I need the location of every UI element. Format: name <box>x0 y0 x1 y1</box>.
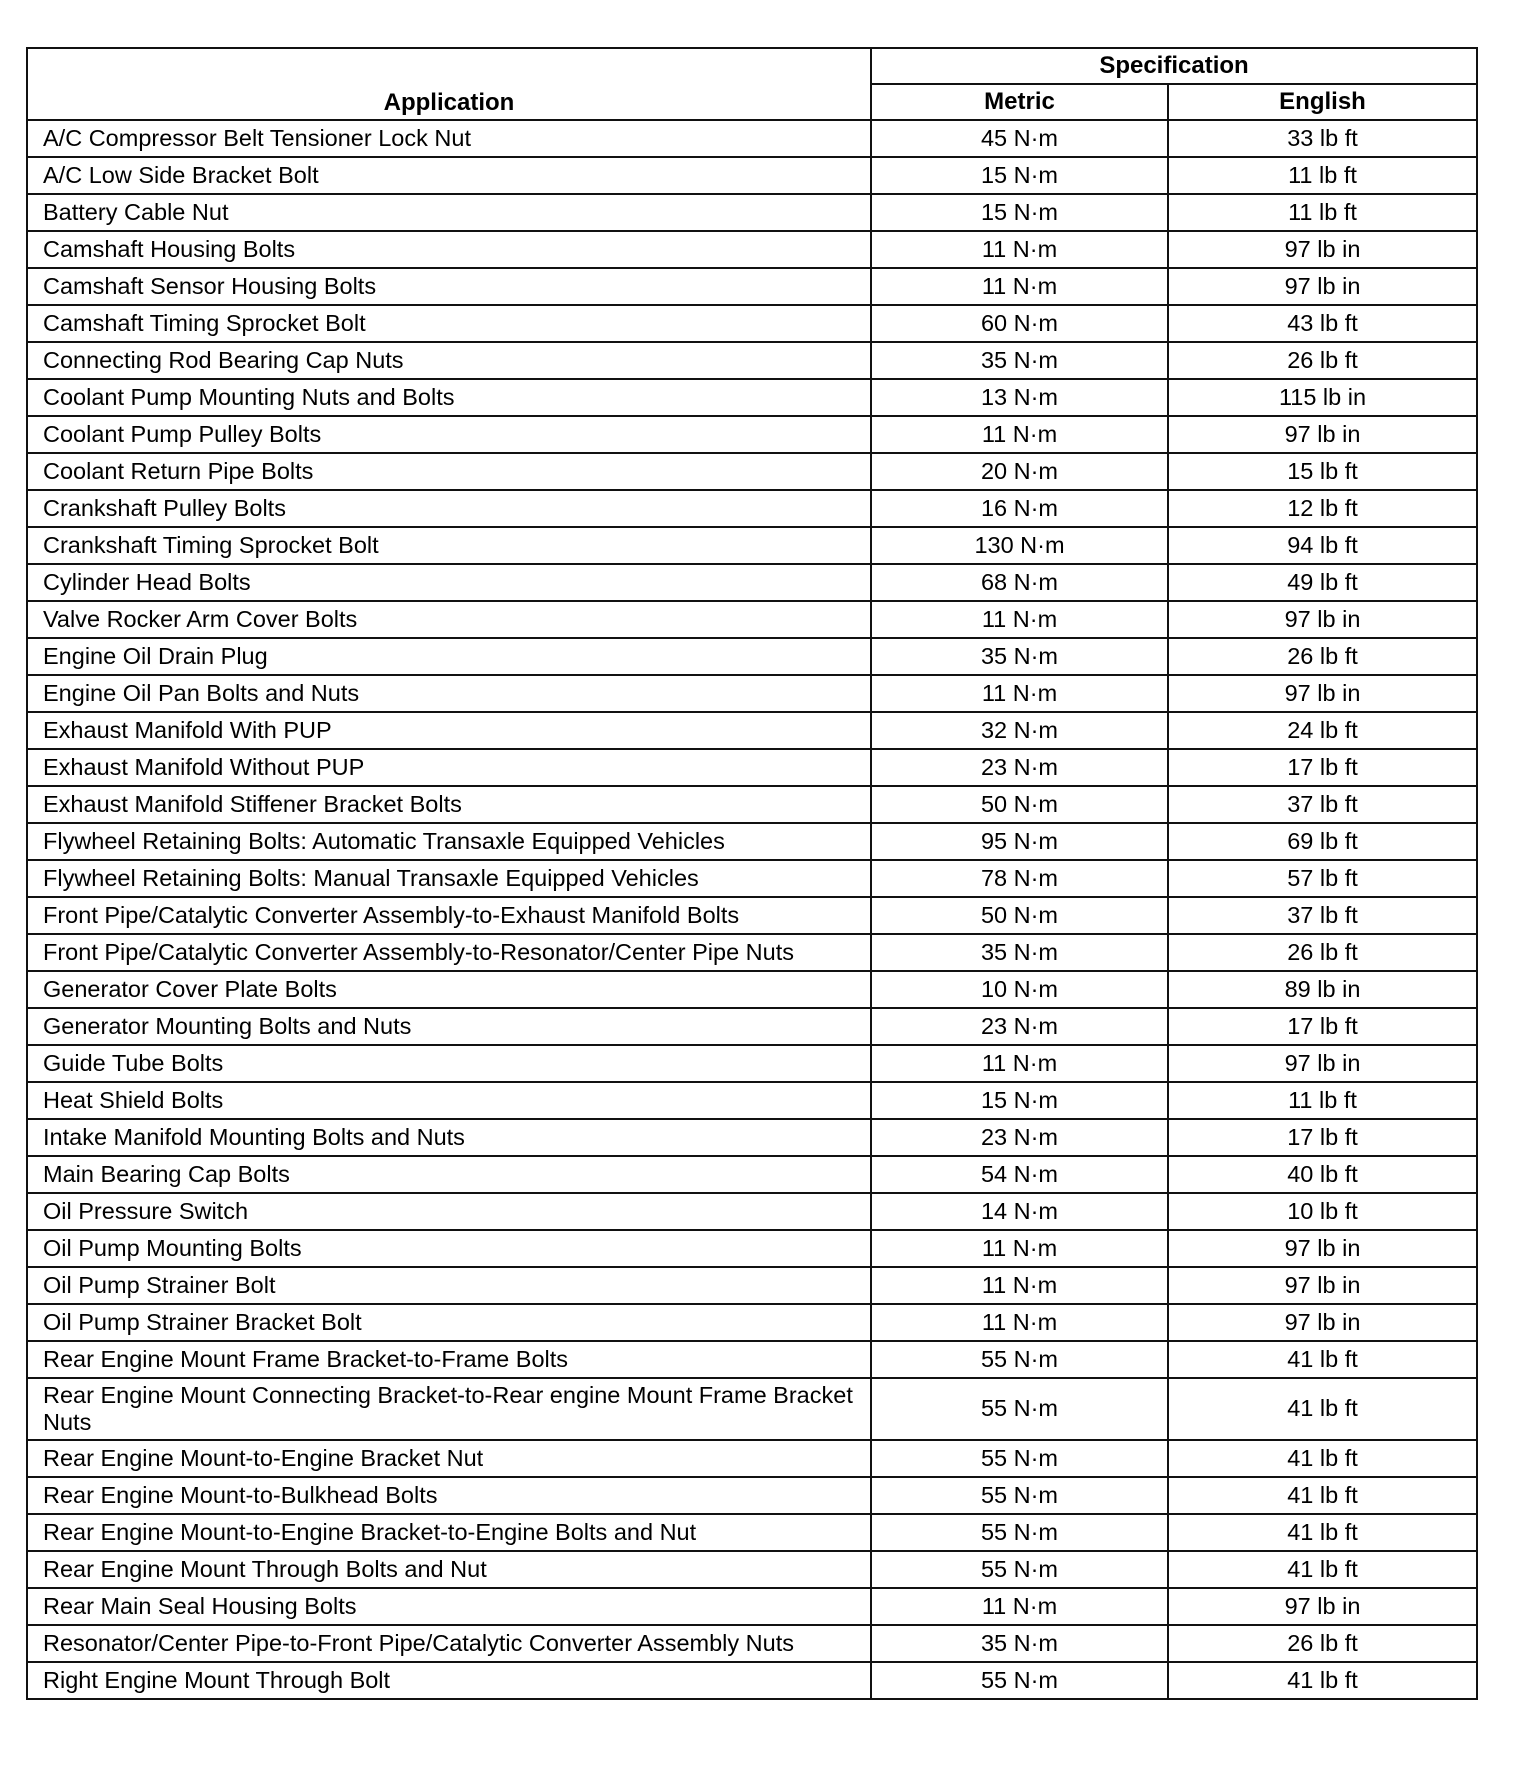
english-cell: 26 lb ft <box>1168 342 1477 379</box>
table-row <box>27 1341 1477 1378</box>
metric-cell: 15 N·m <box>871 157 1168 194</box>
table-row <box>27 1378 1477 1440</box>
metric-cell: 11 N·m <box>871 1267 1168 1304</box>
application-cell: Generator Mounting Bolts and Nuts <box>27 1008 871 1045</box>
metric-cell: 15 N·m <box>871 1082 1168 1119</box>
table-row <box>27 1662 1477 1699</box>
table-row <box>27 786 1477 823</box>
metric-cell: 11 N·m <box>871 601 1168 638</box>
metric-cell: 11 N·m <box>871 1304 1168 1341</box>
application-cell: Guide Tube Bolts <box>27 1045 871 1082</box>
application-cell: Coolant Pump Pulley Bolts <box>27 416 871 453</box>
metric-cell: 11 N·m <box>871 268 1168 305</box>
english-header: English <box>1168 84 1477 120</box>
application-cell: Front Pipe/Catalytic Converter Assembly-to-Exhaust Manifold Bolts <box>27 897 871 934</box>
table-row <box>27 231 1477 268</box>
metric-cell: 35 N·m <box>871 934 1168 971</box>
application-cell: A/C Compressor Belt Tensioner Lock Nut <box>27 120 871 157</box>
application-cell: Exhaust Manifold Stiffener Bracket Bolts <box>27 786 871 823</box>
metric-cell: 11 N·m <box>871 1230 1168 1267</box>
metric-cell: 14 N·m <box>871 1193 1168 1230</box>
english-cell: 97 lb in <box>1168 416 1477 453</box>
metric-cell: 130 N·m <box>871 527 1168 564</box>
application-cell: Cylinder Head Bolts <box>27 564 871 601</box>
english-cell: 97 lb in <box>1168 1230 1477 1267</box>
table-row <box>27 749 1477 786</box>
metric-cell: 55 N·m <box>871 1477 1168 1514</box>
english-cell: 97 lb in <box>1168 675 1477 712</box>
header-row-top <box>27 48 1477 84</box>
table-row <box>27 1045 1477 1082</box>
english-cell: 57 lb ft <box>1168 860 1477 897</box>
table-row <box>27 1193 1477 1230</box>
metric-cell: 16 N·m <box>871 490 1168 527</box>
english-cell: 33 lb ft <box>1168 120 1477 157</box>
metric-cell: 32 N·m <box>871 712 1168 749</box>
application-cell: Right Engine Mount Through Bolt <box>27 1662 871 1699</box>
application-cell: Engine Oil Pan Bolts and Nuts <box>27 675 871 712</box>
table-row <box>27 1156 1477 1193</box>
metric-cell: 13 N·m <box>871 379 1168 416</box>
application-cell: A/C Low Side Bracket Bolt <box>27 157 871 194</box>
english-cell: 97 lb in <box>1168 231 1477 268</box>
table-row <box>27 1625 1477 1662</box>
application-cell: Oil Pump Strainer Bracket Bolt <box>27 1304 871 1341</box>
table-row <box>27 1082 1477 1119</box>
table-row <box>27 823 1477 860</box>
metric-cell: 10 N·m <box>871 971 1168 1008</box>
application-cell: Engine Oil Drain Plug <box>27 638 871 675</box>
english-cell: 11 lb ft <box>1168 1082 1477 1119</box>
english-cell: 17 lb ft <box>1168 749 1477 786</box>
metric-cell: 23 N·m <box>871 749 1168 786</box>
application-cell: Main Bearing Cap Bolts <box>27 1156 871 1193</box>
english-cell: 97 lb in <box>1168 601 1477 638</box>
table-row <box>27 564 1477 601</box>
english-cell: 97 lb in <box>1168 1045 1477 1082</box>
table-row <box>27 453 1477 490</box>
table-row <box>27 638 1477 675</box>
english-cell: 69 lb ft <box>1168 823 1477 860</box>
metric-cell: 11 N·m <box>871 231 1168 268</box>
english-cell: 11 lb ft <box>1168 194 1477 231</box>
english-cell: 11 lb ft <box>1168 157 1477 194</box>
metric-cell: 95 N·m <box>871 823 1168 860</box>
english-cell: 94 lb ft <box>1168 527 1477 564</box>
table-row <box>27 416 1477 453</box>
table-row <box>27 1267 1477 1304</box>
application-cell: Resonator/Center Pipe-to-Front Pipe/Catalytic Converter Assembly Nuts <box>27 1625 871 1662</box>
metric-cell: 35 N·m <box>871 1625 1168 1662</box>
metric-cell: 50 N·m <box>871 786 1168 823</box>
application-cell: Coolant Return Pipe Bolts <box>27 453 871 490</box>
metric-cell: 11 N·m <box>871 1588 1168 1625</box>
table-row <box>27 675 1477 712</box>
application-cell: Coolant Pump Mounting Nuts and Bolts <box>27 379 871 416</box>
application-cell: Rear Engine Mount Connecting Bracket-to-Rear engine Mount Frame Bracket Nuts <box>27 1378 871 1440</box>
metric-cell: 23 N·m <box>871 1008 1168 1045</box>
application-cell: Crankshaft Timing Sprocket Bolt <box>27 527 871 564</box>
table-row <box>27 1551 1477 1588</box>
english-cell: 41 lb ft <box>1168 1551 1477 1588</box>
application-cell: Oil Pump Mounting Bolts <box>27 1230 871 1267</box>
table-row <box>27 194 1477 231</box>
english-cell: 40 lb ft <box>1168 1156 1477 1193</box>
english-cell: 43 lb ft <box>1168 305 1477 342</box>
english-cell: 41 lb ft <box>1168 1440 1477 1477</box>
metric-cell: 11 N·m <box>871 1045 1168 1082</box>
table-row <box>27 305 1477 342</box>
english-cell: 97 lb in <box>1168 268 1477 305</box>
table-row <box>27 490 1477 527</box>
english-cell: 24 lb ft <box>1168 712 1477 749</box>
table-row <box>27 268 1477 305</box>
english-cell: 97 lb in <box>1168 1588 1477 1625</box>
table-row <box>27 1008 1477 1045</box>
english-cell: 15 lb ft <box>1168 453 1477 490</box>
metric-header: Metric <box>871 84 1168 120</box>
english-cell: 41 lb ft <box>1168 1477 1477 1514</box>
application-header: Application <box>27 48 871 120</box>
metric-cell: 50 N·m <box>871 897 1168 934</box>
application-cell: Connecting Rod Bearing Cap Nuts <box>27 342 871 379</box>
metric-cell: 11 N·m <box>871 675 1168 712</box>
application-cell: Flywheel Retaining Bolts: Automatic Transaxle Equipped Vehicles <box>27 823 871 860</box>
application-cell: Exhaust Manifold With PUP <box>27 712 871 749</box>
metric-cell: 60 N·m <box>871 305 1168 342</box>
metric-cell: 35 N·m <box>871 638 1168 675</box>
application-cell: Rear Engine Mount-to-Engine Bracket Nut <box>27 1440 871 1477</box>
application-cell: Camshaft Sensor Housing Bolts <box>27 268 871 305</box>
table-row <box>27 712 1477 749</box>
english-cell: 12 lb ft <box>1168 490 1477 527</box>
application-cell: Flywheel Retaining Bolts: Manual Transaxle Equipped Vehicles <box>27 860 871 897</box>
english-cell: 26 lb ft <box>1168 1625 1477 1662</box>
table-row <box>27 1304 1477 1341</box>
application-cell: Front Pipe/Catalytic Converter Assembly-to-Resonator/Center Pipe Nuts <box>27 934 871 971</box>
metric-cell: 68 N·m <box>871 564 1168 601</box>
application-cell: Crankshaft Pulley Bolts <box>27 490 871 527</box>
application-cell: Intake Manifold Mounting Bolts and Nuts <box>27 1119 871 1156</box>
application-cell: Rear Engine Mount Through Bolts and Nut <box>27 1551 871 1588</box>
table-row <box>27 971 1477 1008</box>
application-cell: Battery Cable Nut <box>27 194 871 231</box>
table-row <box>27 897 1477 934</box>
metric-cell: 15 N·m <box>871 194 1168 231</box>
metric-cell: 35 N·m <box>871 342 1168 379</box>
application-cell: Generator Cover Plate Bolts <box>27 971 871 1008</box>
application-cell: Camshaft Housing Bolts <box>27 231 871 268</box>
table-row <box>27 1477 1477 1514</box>
application-cell: Exhaust Manifold Without PUP <box>27 749 871 786</box>
table-row <box>27 342 1477 379</box>
metric-cell: 78 N·m <box>871 860 1168 897</box>
metric-cell: 20 N·m <box>871 453 1168 490</box>
english-cell: 115 lb in <box>1168 379 1477 416</box>
application-cell: Heat Shield Bolts <box>27 1082 871 1119</box>
english-cell: 49 lb ft <box>1168 564 1477 601</box>
table-row <box>27 157 1477 194</box>
application-cell: Valve Rocker Arm Cover Bolts <box>27 601 871 638</box>
application-cell: Oil Pressure Switch <box>27 1193 871 1230</box>
torque-spec-table <box>26 47 1478 1700</box>
english-cell: 97 lb in <box>1168 1304 1477 1341</box>
metric-cell: 11 N·m <box>871 416 1168 453</box>
english-cell: 41 lb ft <box>1168 1514 1477 1551</box>
application-cell: Rear Main Seal Housing Bolts <box>27 1588 871 1625</box>
english-cell: 41 lb ft <box>1168 1378 1477 1440</box>
metric-cell: 54 N·m <box>871 1156 1168 1193</box>
table-row <box>27 601 1477 638</box>
english-cell: 26 lb ft <box>1168 934 1477 971</box>
application-cell: Oil Pump Strainer Bolt <box>27 1267 871 1304</box>
table-row <box>27 1119 1477 1156</box>
table-row <box>27 1588 1477 1625</box>
application-cell: Camshaft Timing Sprocket Bolt <box>27 305 871 342</box>
english-cell: 17 lb ft <box>1168 1119 1477 1156</box>
table-row <box>27 1440 1477 1477</box>
english-cell: 17 lb ft <box>1168 1008 1477 1045</box>
metric-cell: 55 N·m <box>871 1341 1168 1378</box>
english-cell: 10 lb ft <box>1168 1193 1477 1230</box>
metric-cell: 55 N·m <box>871 1551 1168 1588</box>
metric-cell: 55 N·m <box>871 1440 1168 1477</box>
english-cell: 26 lb ft <box>1168 638 1477 675</box>
english-cell: 97 lb in <box>1168 1267 1477 1304</box>
metric-cell: 55 N·m <box>871 1514 1168 1551</box>
english-cell: 37 lb ft <box>1168 897 1477 934</box>
english-cell: 37 lb ft <box>1168 786 1477 823</box>
english-cell: 41 lb ft <box>1168 1341 1477 1378</box>
table-row <box>27 860 1477 897</box>
table-row <box>27 379 1477 416</box>
metric-cell: 23 N·m <box>871 1119 1168 1156</box>
application-cell: Rear Engine Mount Frame Bracket-to-Frame Bolts <box>27 1341 871 1378</box>
english-cell: 89 lb in <box>1168 971 1477 1008</box>
metric-cell: 55 N·m <box>871 1378 1168 1440</box>
table-row <box>27 1514 1477 1551</box>
table-row <box>27 934 1477 971</box>
application-cell: Rear Engine Mount-to-Bulkhead Bolts <box>27 1477 871 1514</box>
table-row <box>27 120 1477 157</box>
table-row <box>27 1230 1477 1267</box>
metric-cell: 45 N·m <box>871 120 1168 157</box>
specification-header: Specification <box>871 48 1477 84</box>
application-cell: Rear Engine Mount-to-Engine Bracket-to-Engine Bolts and Nut <box>27 1514 871 1551</box>
table-row <box>27 527 1477 564</box>
metric-cell: 55 N·m <box>871 1662 1168 1699</box>
english-cell: 41 lb ft <box>1168 1662 1477 1699</box>
